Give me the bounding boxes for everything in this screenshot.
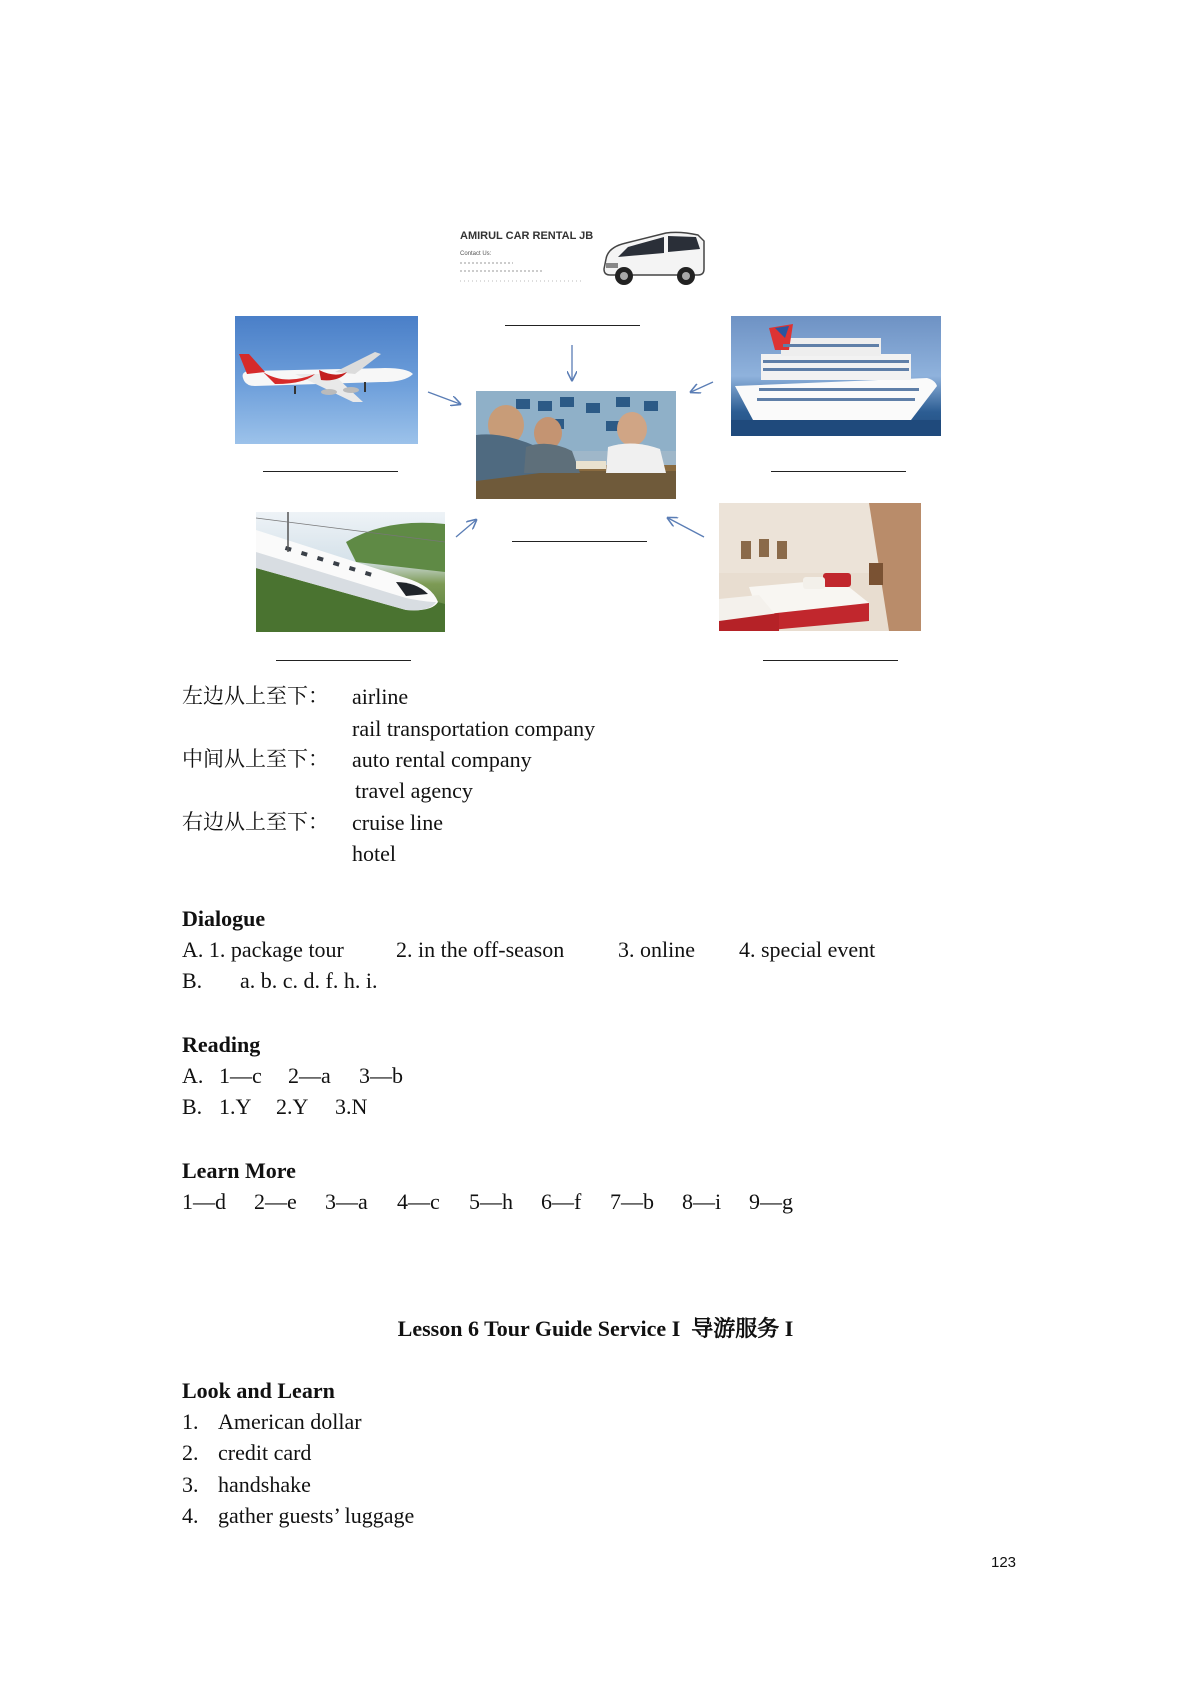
page-number: 123 <box>991 1554 1017 1571</box>
arrow-from-rail <box>456 520 476 537</box>
learn-more-item: 1—d <box>182 1189 226 1214</box>
learn-more-item: 2—e <box>254 1189 297 1214</box>
learn-more-item: 7—b <box>610 1189 654 1214</box>
left-label: 左边从上至下： <box>182 684 329 708</box>
learn-more-item: 8—i <box>682 1189 722 1214</box>
right-answer-2: hotel <box>352 841 396 866</box>
right-label: 右边从上至下： <box>182 810 329 834</box>
dialogue-heading: Dialogue <box>182 906 266 931</box>
reading-b-item: 2.Y <box>276 1094 309 1119</box>
look-learn-item-number: 3. <box>182 1472 199 1497</box>
look-learn-item-text: gather guests’ luggage <box>218 1503 415 1528</box>
learn-more-heading: Learn More <box>182 1158 296 1183</box>
look-learn-item-text: credit card <box>218 1440 312 1465</box>
learn-more-item: 6—f <box>541 1189 582 1214</box>
arrow-from-airline <box>428 392 460 404</box>
diagram-arrows <box>0 0 1191 700</box>
learn-more-item: 9—g <box>749 1189 793 1214</box>
look-and-learn-heading: Look and Learn <box>182 1378 335 1403</box>
reading-a-item: 3—b <box>359 1063 403 1088</box>
reading-b-label: B. <box>182 1094 203 1119</box>
svg-text:Contact Us:: Contact Us: <box>460 251 492 257</box>
dialogue-a-2: 2. in the off-season <box>396 937 565 962</box>
reading-b-item: 3.N <box>335 1094 368 1119</box>
lesson-title: Lesson 6 Tour Guide Service I 导游服务 I <box>397 1316 794 1341</box>
look-learn-item-text: American dollar <box>218 1409 362 1434</box>
reading-a-item: 2—a <box>288 1063 331 1088</box>
dialogue-a-4: 4. special event <box>739 937 876 962</box>
middle-answer-1: auto rental company <box>352 747 532 772</box>
learn-more-item: 3—a <box>325 1189 368 1214</box>
left-answer-2: rail transportation company <box>352 716 596 741</box>
dialogue-b-answers: a. b. c. d. f. h. i. <box>240 968 378 993</box>
right-answer-1: cruise line <box>352 810 444 835</box>
left-answer-1: airline <box>352 684 409 709</box>
reading-b-item: 1.Y <box>219 1094 252 1119</box>
learn-more-item: 5—h <box>469 1189 513 1214</box>
middle-label: 中间从上至下： <box>182 747 329 771</box>
arrow-from-cruise-line <box>691 382 713 392</box>
look-learn-item-number: 1. <box>182 1409 199 1434</box>
arrow-from-hotel <box>668 518 704 537</box>
look-learn-item-number: 2. <box>182 1440 199 1465</box>
reading-heading: Reading <box>182 1032 261 1057</box>
dialogue-a-1: A. 1. package tour <box>182 937 344 962</box>
dialogue-a-3: 3. online <box>618 937 695 962</box>
look-learn-item-number: 4. <box>182 1503 199 1528</box>
car-rental-sign-text: AMIRUL CAR RENTAL JB <box>460 230 594 242</box>
dialogue-b-label: B. <box>182 968 203 993</box>
reading-a-label: A. <box>182 1063 204 1088</box>
middle-answer-2: travel agency <box>355 778 473 803</box>
learn-more-item: 4—c <box>397 1189 440 1214</box>
look-learn-item-text: handshake <box>218 1472 311 1497</box>
reading-a-item: 1—c <box>219 1063 262 1088</box>
